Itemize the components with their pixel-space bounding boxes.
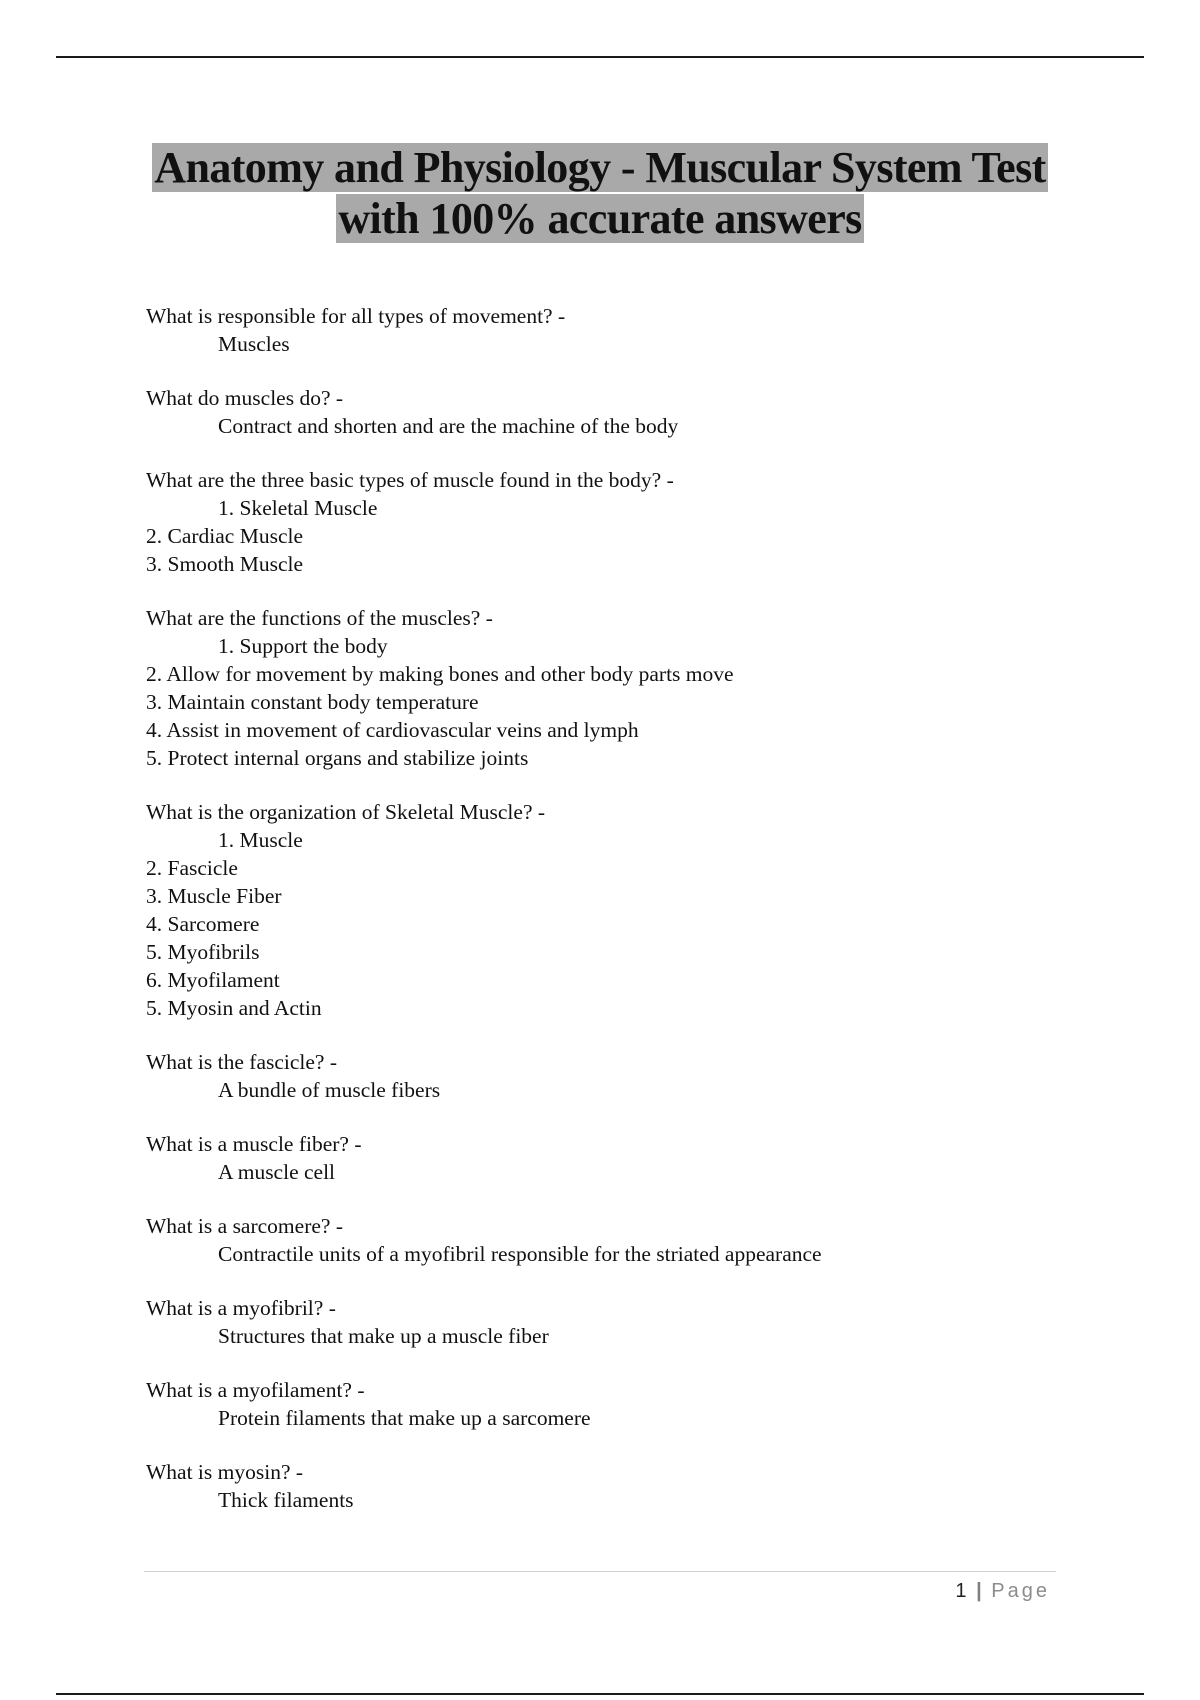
answer-list-item: 4. Assist in movement of cardiovascular veins and lymph — [146, 718, 639, 742]
answer-text: Contract and shorten and are the machine of the body — [218, 414, 679, 438]
page-number: 1 — [955, 1580, 967, 1602]
document-title — [100, 142, 1100, 244]
question-text: What are the three basic types of muscle found in the body? - — [146, 468, 674, 492]
qa-item — [146, 1048, 1046, 1104]
title-line-2: with 100% accurate answers — [338, 194, 862, 243]
qa-item — [146, 466, 1046, 578]
answer-list-item: 4. Sarcomere — [146, 912, 260, 936]
qa-item — [146, 604, 1046, 772]
top-rule — [56, 56, 1144, 58]
answer-list-item: 2. Allow for movement by making bones and other body parts move — [146, 662, 734, 686]
page-label: Page — [991, 1580, 1050, 1602]
question-text: What are the functions of the muscles? - — [146, 606, 493, 630]
question-text: What is a myofibril? - — [146, 1296, 336, 1320]
question-text: What is the fascicle? - — [146, 1050, 338, 1074]
question-text: What is a muscle fiber? - — [146, 1132, 362, 1156]
qa-item — [146, 384, 1046, 440]
answer-text: A bundle of muscle fibers — [218, 1078, 441, 1102]
qa-item — [146, 1130, 1046, 1186]
page-separator: | — [976, 1580, 982, 1602]
page-footer — [955, 1578, 1050, 1604]
answer-list-item: 2. Cardiac Muscle — [146, 524, 304, 548]
answer-list-item: 3. Maintain constant body temperature — [146, 690, 479, 714]
footer-rule — [144, 1571, 1056, 1572]
answer-text: Structures that make up a muscle fiber — [218, 1324, 549, 1348]
answer-text: Thick filaments — [218, 1488, 354, 1512]
question-text: What is a sarcomere? - — [146, 1214, 343, 1238]
answer-list-item: 5. Myosin and Actin — [146, 996, 322, 1020]
qa-item — [146, 798, 1046, 1022]
qa-list — [146, 302, 1046, 1514]
question-text: What is a myofilament? - — [146, 1378, 365, 1402]
answer-text: 1. Support the body — [218, 634, 388, 658]
question-text: What is responsible for all types of movement? - — [146, 304, 566, 328]
answer-list-item: 2. Fascicle — [146, 856, 238, 880]
qa-item — [146, 302, 1046, 358]
answer-text: 1. Skeletal Muscle — [218, 496, 378, 520]
answer-text: 1. Muscle — [218, 828, 303, 852]
answer-text: Muscles — [218, 332, 290, 356]
answer-text: Contractile units of a myofibril responsible for the striated appearance — [218, 1242, 822, 1266]
title-line-1: Anatomy and Physiology - Muscular System Test — [154, 143, 1046, 192]
answer-list-item: 3. Smooth Muscle — [146, 552, 304, 576]
qa-item — [146, 1294, 1046, 1350]
answer-text: A muscle cell — [218, 1160, 336, 1184]
qa-item — [146, 1458, 1046, 1514]
answer-list-item: 3. Muscle Fiber — [146, 884, 282, 908]
answer-list-item: 5. Protect internal organs and stabilize joints — [146, 746, 529, 770]
question-text: What do muscles do? - — [146, 386, 344, 410]
answer-list-item: 5. Myofibrils — [146, 940, 260, 964]
answer-text: Protein filaments that make up a sarcomere — [218, 1406, 591, 1430]
qa-item — [146, 1376, 1046, 1432]
question-text: What is myosin? - — [146, 1460, 304, 1484]
question-text: What is the organization of Skeletal Muscle? - — [146, 800, 546, 824]
answer-list-item: 6. Myofilament — [146, 968, 280, 992]
qa-item — [146, 1212, 1046, 1268]
bottom-rule — [56, 1693, 1144, 1695]
